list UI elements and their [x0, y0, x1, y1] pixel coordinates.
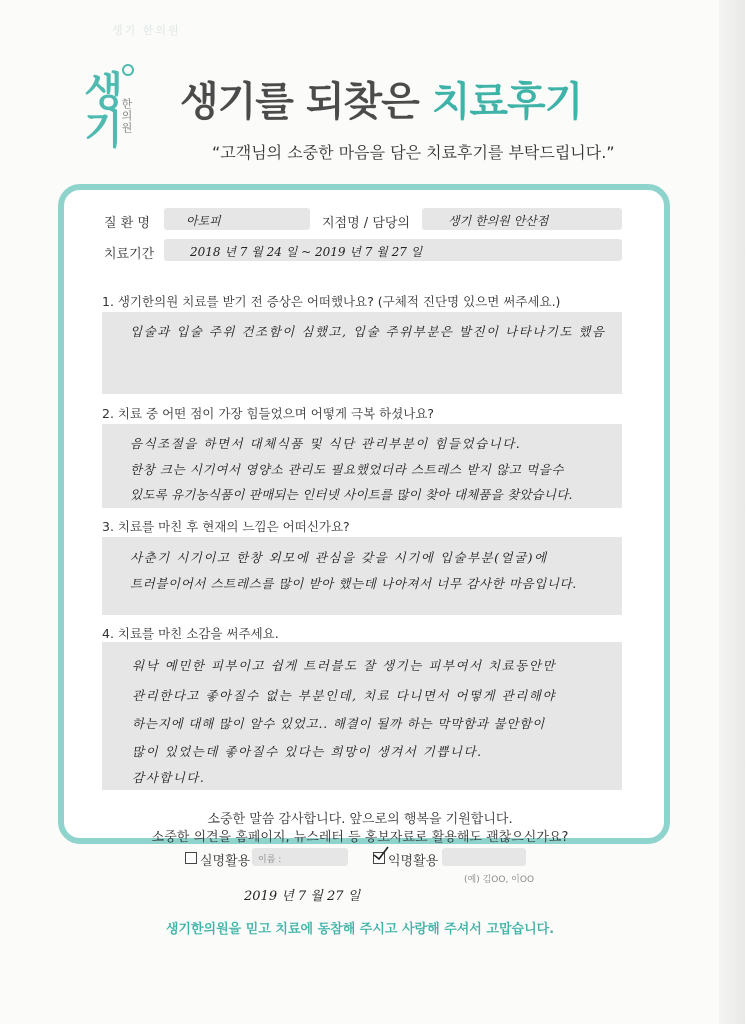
answer-4-line-4: 많이 있었는데 좋아질수 있다는 희망이 생겨서 기쁩니다.	[132, 744, 483, 759]
period-value: 2018 년 7 월 24 일 ~ 2019 년 7 월 27 일	[190, 245, 423, 259]
real-name-label: 실명활용	[200, 854, 251, 869]
answer-3-line-1: 사춘기 시기이고 한창 외모에 관심을 갖을 시기에 입술부분(얼굴)에	[130, 550, 548, 565]
answer-2-line-3: 있도록 유기농식품이 판매되는 인터넷 사이트를 많이 찾아 대체품을 찾았습니다.	[130, 487, 573, 502]
question-3: 3. 치료를 마친 후 현재의 느낌은 어떠신가요?	[102, 519, 350, 534]
answer-4-line-5: 감사합니다.	[132, 770, 206, 785]
name-field-label: 이름 :	[258, 855, 282, 865]
title-accent: 치료후기	[431, 79, 583, 125]
signature-date: 2019 년 7 월 27 일	[244, 889, 361, 904]
clinic-logo	[62, 60, 142, 170]
logo-dot-icon	[122, 64, 134, 76]
logo-subtext: 한의원	[120, 98, 133, 134]
period-label: 치료기간	[104, 247, 155, 262]
answer-4-line-2: 관리한다고 좋아질수 없는 부분인데, 치료 다니면서 어떻게 관리해야	[132, 688, 556, 703]
question-4: 4. 치료를 마친 소감을 써주세요.	[102, 626, 279, 641]
closing-line-1: 소중한 말씀 감사합니다. 앞으로의 행복을 기원합니다.	[207, 812, 513, 827]
answer-2-line-2: 한창 크는 시기여서 영양소 관리도 필요했었더라 스트레스 받지 않고 먹을수	[130, 462, 565, 477]
anonymous-field[interactable]	[442, 848, 526, 866]
answer-2-line-1: 음식조절을 하면서 대체식품 및 식단 관리부분이 힘들었습니다.	[130, 436, 522, 451]
answer-3-line-2: 트러블이어서 스트레스를 많이 받아 했는데 나아져서 너무 감사한 마음입니다.	[130, 576, 577, 591]
page-edge	[719, 0, 745, 1024]
closing-line-2: 소중한 의견을 홈페이지, 뉴스레터 등 홍보자료로 활용해도 괜찮으신가요?	[151, 830, 569, 845]
ghost-text: 생기 한의원	[112, 24, 181, 37]
question-1: 1. 생기한의원 치료를 받기 전 증상은 어떠했나요? (구체적 진단명 있으면 써주세요.)	[102, 294, 561, 309]
answer-4-line-3: 하는지에 대해 많이 알수 있었고.. 해결이 될까 하는 막막함과 불안함이	[132, 716, 546, 731]
branch-value: 생기 한의원 안산점	[448, 214, 549, 228]
page-title	[180, 70, 582, 127]
branch-label: 지점명 / 담당의	[322, 216, 410, 231]
anonymous-checkbox[interactable]	[373, 852, 385, 864]
logo-text: 생기	[77, 70, 123, 146]
example-note: (예) 김OO, 이OO	[464, 875, 535, 885]
disease-label: 질 환 명	[104, 216, 150, 231]
footer-message: 생기한의원을 믿고 치료에 동참해 주시고 사랑해 주셔서 고맙습니다.	[165, 922, 555, 937]
real-name-checkbox[interactable]	[185, 852, 197, 864]
page-subtitle: “고객님의 소중한 마음을 담은 치료후기를 부탁드립니다.”	[212, 143, 615, 162]
answer-4-line-1: 워낙 예민한 피부이고 쉽게 트러블도 잘 생기는 피부여서 치료동안만	[132, 658, 556, 673]
answer-1-line-1: 입술과 입술 주위 건조함이 심했고, 입술 주위부분은 발진이 나타나기도 했음	[130, 324, 606, 339]
anonymous-label: 익명활용	[388, 854, 439, 869]
question-2: 2. 치료 중 어떤 점이 가장 힘들었으며 어떻게 극복 하셨나요?	[102, 406, 435, 421]
disease-value: 아토피	[186, 214, 221, 228]
title-main: 생기를 되찾은	[180, 79, 419, 125]
